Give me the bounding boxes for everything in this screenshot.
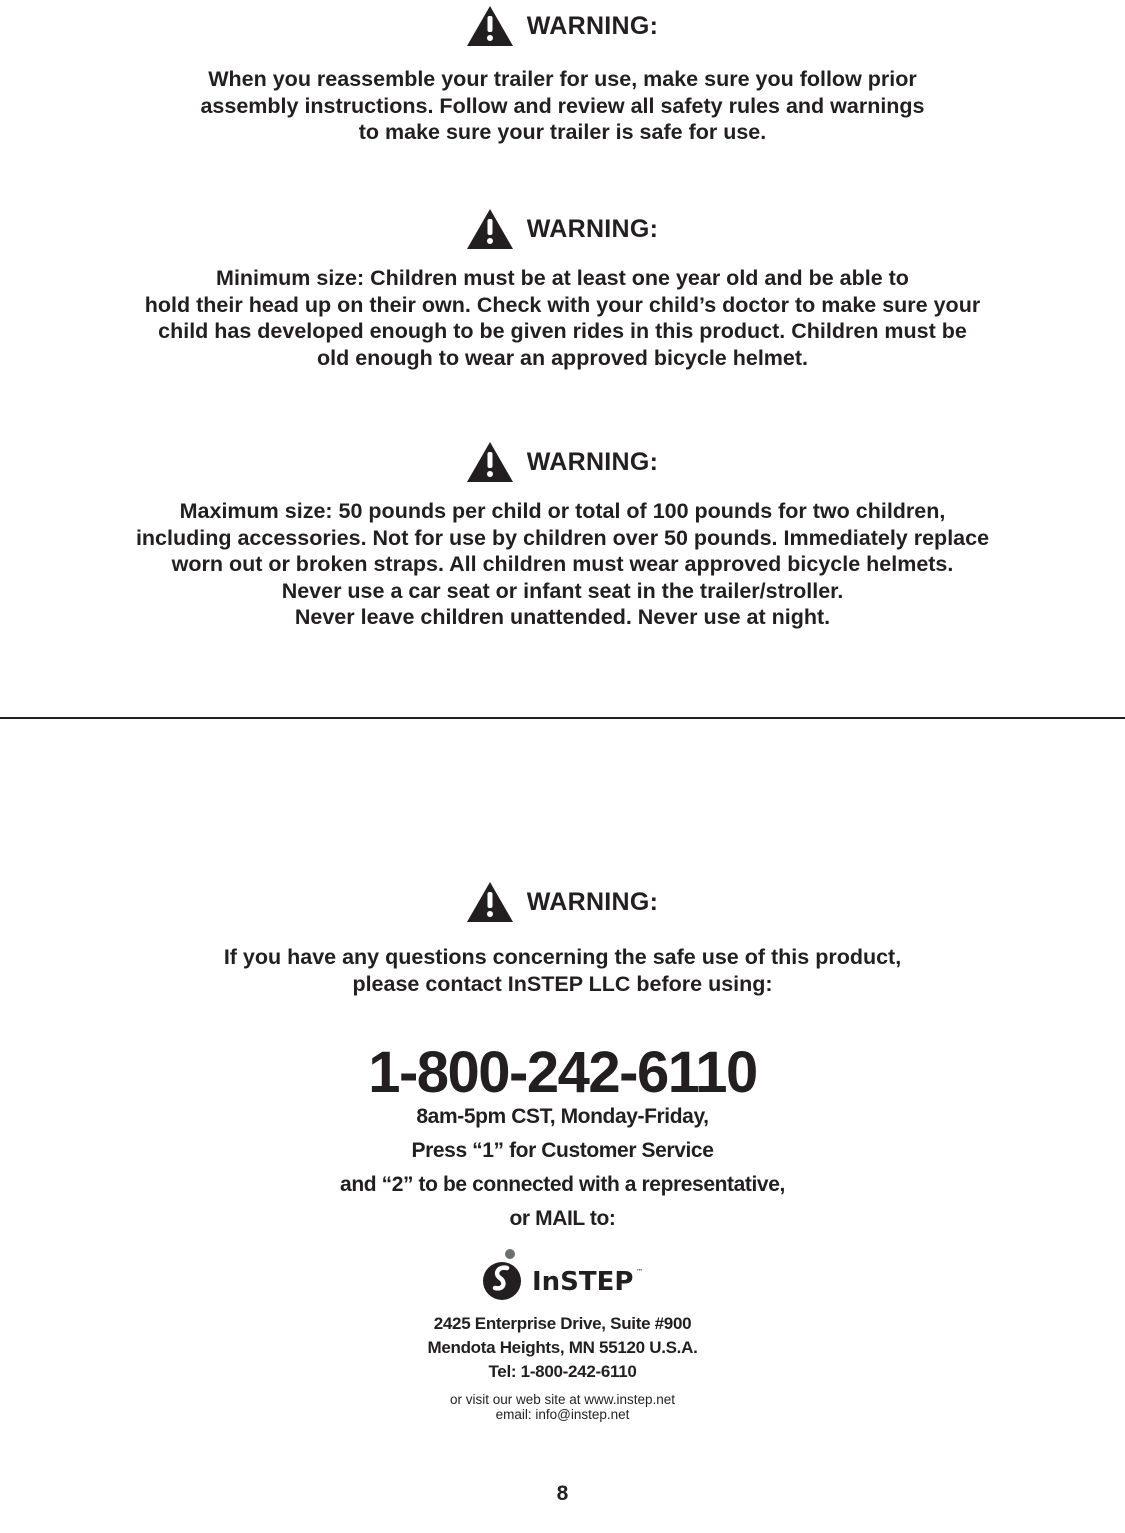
- warning-text: [0, 265, 1125, 371]
- trademark-symbol: ™: [636, 1268, 643, 1276]
- warning-triangle-icon: [467, 209, 513, 249]
- warning-title: WARNING:: [526, 447, 659, 476]
- warning-title: WARNING:: [526, 887, 659, 916]
- web-contact: [0, 1392, 1125, 1422]
- warning-line: If you have any questions concerning the safe use of this product,: [223, 945, 902, 969]
- warning-section-3: [0, 442, 1125, 631]
- warning-title: WARNING:: [526, 11, 659, 40]
- warning-header: [0, 442, 1125, 482]
- page-number: 8: [556, 1482, 569, 1505]
- address-line: 2425 Enterprise Drive, Suite #900: [433, 1314, 692, 1333]
- warning-text: [0, 66, 1125, 146]
- warning-text: [0, 944, 1125, 997]
- warning-line: Never leave children unattended. Never use at night.: [294, 605, 831, 629]
- warning-triangle-icon: [467, 882, 513, 922]
- contact-hours: [0, 1100, 1125, 1236]
- warning-header: [0, 882, 1125, 922]
- warning-line: hold their head up on their own. Check with your child’s doctor to make sure your: [144, 292, 981, 317]
- warning-header: [0, 6, 1125, 46]
- warning-line: Minimum size: Children must be at least one year old and be able to: [216, 266, 909, 290]
- instep-logo-mark-icon: [480, 1248, 650, 1308]
- mailing-address: [0, 1312, 1125, 1384]
- warning-title: WARNING:: [526, 214, 659, 243]
- warning-section-4: [0, 882, 1125, 997]
- warning-line: assembly instructions. Follow and review all safety rules and warnings: [200, 93, 925, 118]
- hours-line: Press “1” for Customer Service: [411, 1139, 714, 1162]
- warning-triangle-icon: [467, 442, 513, 482]
- warning-line: old enough to wear an approved bicycle helmet.: [316, 345, 808, 370]
- website-line: or visit our web site at www.instep.net: [449, 1392, 676, 1407]
- warning-line: Maximum size: 50 pounds per child or total of 100 pounds for two children,: [179, 499, 946, 523]
- warning-line: please contact InSTEP LLC before using:: [352, 971, 773, 996]
- phone-number: 1-800-242-6110: [368, 1040, 757, 1105]
- warning-line: child has developed enough to be given rides in this product. Children must be: [158, 319, 967, 343]
- address-line: Tel: 1-800-242-6110: [488, 1362, 637, 1381]
- section-divider: [0, 717, 1125, 719]
- instep-logo: [480, 1248, 650, 1308]
- email-line: email: info@instep.net: [495, 1407, 630, 1422]
- hours-line: or MAIL to:: [509, 1207, 616, 1230]
- hours-line: and “2” to be connected with a representative,: [340, 1173, 785, 1196]
- warning-header: [0, 209, 1125, 249]
- hours-line: 8am-5pm CST, Monday-Friday,: [416, 1105, 709, 1128]
- warning-line: Never use a car seat or infant seat in the trailer/stroller.: [281, 578, 844, 603]
- warning-line: worn out or broken straps. All children must wear approved bicycle helmets.: [171, 552, 954, 576]
- warning-text: [0, 498, 1125, 631]
- address-line: Mendota Heights, MN 55120 U.S.A.: [427, 1338, 698, 1357]
- warning-line: to make sure your trailer is safe for use.: [358, 120, 767, 144]
- warning-section-2: [0, 209, 1125, 371]
- warning-line: When you reassemble your trailer for use, make sure you follow prior: [208, 67, 917, 91]
- warning-section-1: [0, 6, 1125, 146]
- warning-line: including accessories. Not for use by children over 50 pounds. Immediately replace: [135, 525, 990, 550]
- warning-triangle-icon: [467, 6, 513, 46]
- logo-text: InSTEP: [532, 1267, 634, 1297]
